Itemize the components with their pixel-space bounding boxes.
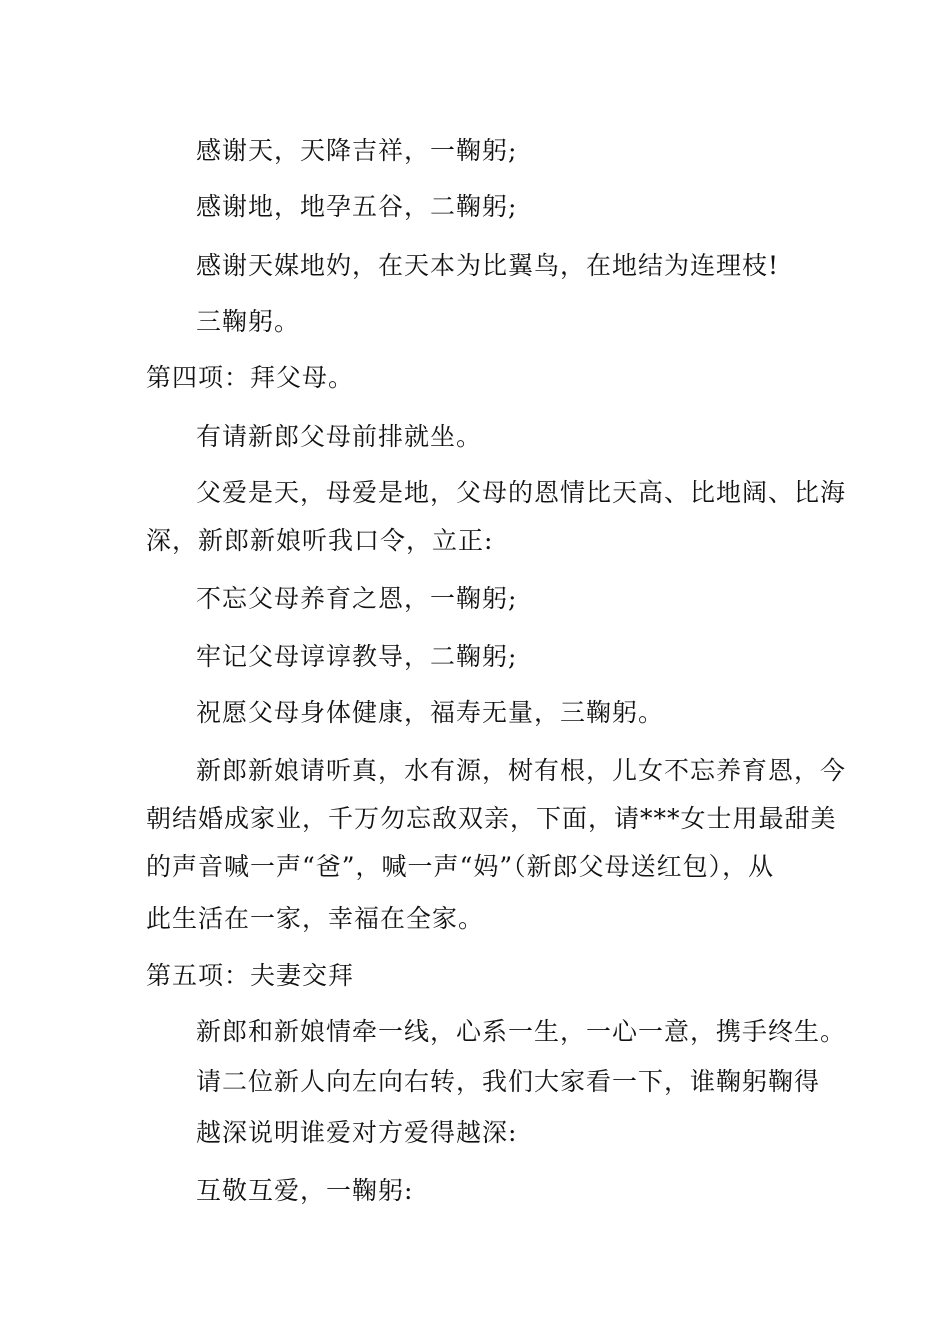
text-line: 请二位新人向左向右转，我们大家看一下，谁鞠躬鞠得 [196, 1067, 821, 1096]
text-line: 感谢地，地孕五谷，二鞠躬; [196, 192, 518, 221]
text-line: 深，新郎新娘听我口令，立正: [146, 526, 494, 555]
text-line: 朝结婚成家业，千万勿忘敌双亲，下面，请***女士用最甜美 [146, 804, 837, 833]
text-line: 感谢天，天降吉祥，一鞠躬; [196, 136, 518, 165]
text-line: 越深说明谁爱对方爱得越深: [196, 1118, 518, 1147]
text-line: 牢记父母谆谆教导，二鞠躬; [196, 642, 518, 671]
text-line: 互敬互爱，一鞠躬: [196, 1176, 414, 1205]
text-line: 三鞠躬。 [196, 307, 301, 336]
section-heading: 第四项：拜父母。 [146, 363, 355, 392]
text-line: 不忘父母养育之恩，一鞠躬; [196, 584, 518, 613]
section-heading: 第五项：夫妻交拜 [146, 961, 355, 990]
text-line: 的声音喊一声“爸”，喊一声“妈”（新郎父母送红包），从 [146, 852, 775, 881]
text-line: 感谢天媒地妁，在天本为比翼鸟，在地结为连理枝! [196, 251, 780, 280]
text-line: 此生活在一家，幸福在全家。 [146, 904, 485, 933]
text-line: 有请新郎父母前排就坐。 [196, 422, 483, 451]
text-line: 新郎新娘请听真，水有源，树有根，儿女不忘养育恩，今 [196, 756, 847, 785]
text-line: 新郎和新娘情牵一线，心系一生，一心一意，携手终生。 [196, 1017, 847, 1046]
text-line: 祝愿父母身体健康，福寿无量，三鞠躬。 [196, 698, 665, 727]
text-line: 父爱是天，母爱是地，父母的恩情比天高、比地阔、比海 [196, 478, 847, 507]
